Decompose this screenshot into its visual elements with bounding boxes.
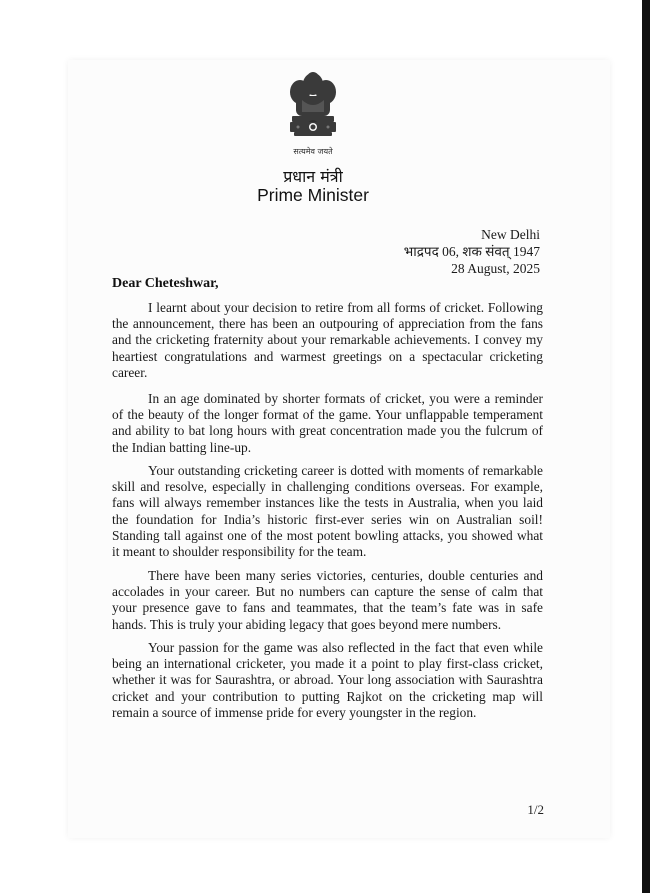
office-title: Prime Minister: [257, 185, 369, 205]
dark-edge: [642, 0, 650, 893]
address-city: New Delhi: [481, 227, 540, 242]
paragraph-5: Your passion for the game was also reflected in the fact that even while being an international cricketer, you made it a point to play first-class cricket, whether it was for Saurashtra, or abroad. Your long association with Saurashtra cricket and your contribution to putting Rajkot on the cricketing map will remain a source of immense pride for every youngster in the region.: [112, 640, 543, 720]
paragraph-2: In an age dominated by shorter formats of cricket, you were a reminder of the beauty of the longer format of the game. Your unflappable temperament and ability to bat long hours with great concentration made you the fulcrum of the Indian batting line-up.: [112, 391, 543, 455]
salutation: Dear Cheteshwar,: [112, 276, 219, 291]
paragraph-3: Your outstanding cricketing career is dotted with moments of remarkable skill and resolve, especially in challenging conditions overseas. For example, fans will always remember instances like the tests in Australia, when you laid the foundation for India’s historic first-ever series win on Australian soil! Standing tall against one of the most potent bowling attacks, you showed what it meant to shoulder responsibility for the team.: [112, 463, 543, 560]
national-emblem-icon: [286, 70, 340, 146]
national-motto: सत्यमेव जयते: [293, 147, 333, 156]
page-number: 1/2: [527, 802, 544, 817]
paragraph-4: There have been many series victories, centuries, double centuries and accolades in your career. But no numbers can capture the sense of calm that your presence gave to fans and teammates, that the team’s fate was in safe hands. This is truly your abiding legacy that goes beyond mere numbers.: [112, 568, 543, 632]
date-hindi: भाद्रपद 06, शक संवत् 1947: [403, 244, 540, 259]
letter-date: 28 August, 2025: [451, 261, 540, 276]
paragraph-1: I learnt about your decision to retire from all forms of cricket. Following the announcement, there has been an outpouring of appreciation from the fans and the cricketing fraternity about your remarkable achievements. I convey my heartiest congratulations and warmest greetings on a spectacular cricketing career.: [112, 300, 543, 380]
office-title-hindi: प्रधान मंत्री: [283, 167, 343, 186]
